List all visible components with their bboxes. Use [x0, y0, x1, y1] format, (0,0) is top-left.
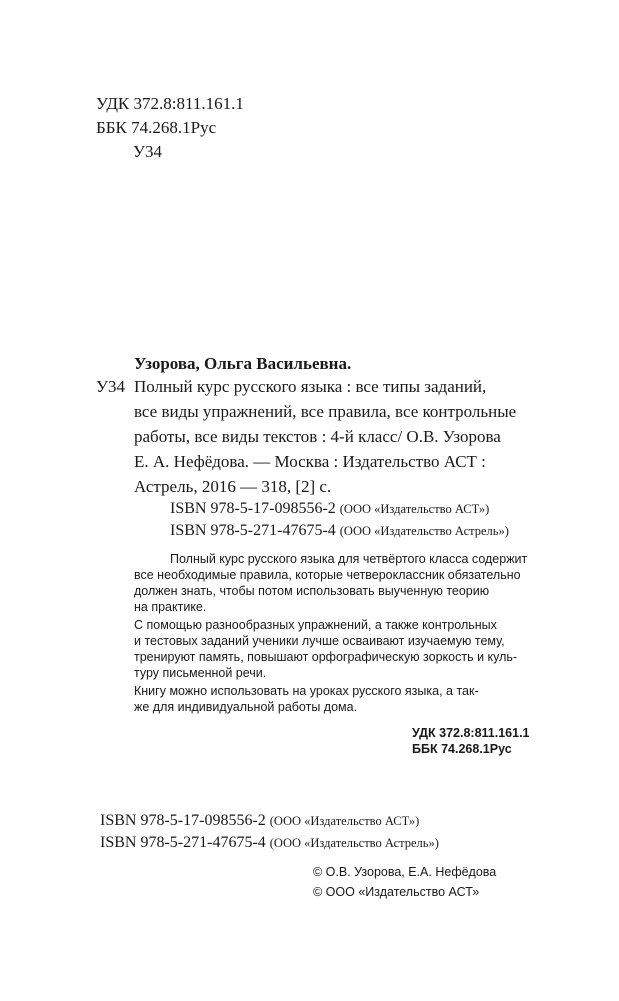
- isbn-publisher: (ООО «Издательство Астрель»): [339, 524, 509, 538]
- annotation-line-9: Книгу можно использовать на уроках русского языка, а так-: [134, 684, 479, 698]
- annotation-line-10: же для индивидуальной работы дома.: [134, 700, 358, 714]
- author-name: Узорова, Ольга Васильевна.: [134, 354, 352, 373]
- annotation-line-7: тренируют память, повышают орфографическую зоркость и куль-: [134, 650, 518, 664]
- annotation-line-4: на практике.: [134, 600, 207, 614]
- annotation-line-6: и тестовых заданий ученики лучше осваивают изучаемую тему,: [134, 634, 505, 648]
- record-line-5: Астрель, 2016 — 318, [2] с.: [134, 477, 332, 496]
- isbn-publisher: (ООО «Издательство Астрель»): [269, 836, 439, 850]
- record-isbn-2: [170, 522, 509, 540]
- copyright-authors: © О.В. Узорова, Е.А. Нефёдова: [313, 865, 497, 879]
- record-isbn-1: [170, 500, 489, 518]
- annotation-line-1: Полный курс русского языка для четвёртого класса содержит: [170, 552, 528, 566]
- bbk-code: ББК 74.268.1Рус: [412, 742, 512, 756]
- record-line-1: Полный курс русского языка : все типы заданий,: [134, 377, 487, 396]
- isbn-publisher: (ООО «Издательство АСТ»): [339, 502, 490, 516]
- isbn-number: ISBN 978-5-271-47675-4: [170, 522, 336, 539]
- author-code: У34: [96, 377, 126, 396]
- footer-isbn-2: [100, 834, 439, 852]
- udk-code: УДК 372.8:811.161.1: [412, 726, 530, 740]
- record-line-3: работы, все виды текстов : 4-й класс/ О.В. Узорова: [134, 427, 501, 446]
- annotation-line-5: С помощью разнообразных упражнений, а также контрольных: [134, 618, 497, 632]
- isbn-number: ISBN 978-5-17-098556-2: [100, 812, 266, 829]
- bbk-header: ББК 74.268.1Рус: [96, 118, 217, 137]
- author-code-header: У34: [133, 142, 163, 161]
- annotation-line-3: должен знать, чтобы потом использовать выученную теорию: [134, 584, 490, 598]
- udk-header: УДК 372.8:811.161.1: [96, 94, 244, 113]
- footer-isbn-1: [100, 812, 419, 830]
- annotation-line-8: туру письменной речи.: [134, 666, 267, 680]
- isbn-number: ISBN 978-5-271-47675-4: [100, 834, 266, 851]
- record-line-4: Е. А. Нефёдова. — Москва : Издательство АСТ :: [134, 452, 486, 471]
- isbn-publisher: (ООО «Издательство АСТ»): [269, 814, 420, 828]
- copyright-publisher: © ООО «Издательство АСТ»: [313, 885, 480, 899]
- isbn-number: ISBN 978-5-17-098556-2: [170, 500, 336, 517]
- record-line-2: все виды упражнений, все правила, все контрольные: [134, 402, 517, 421]
- annotation-line-2: все необходимые правила, которые четвероклассник обязательно: [134, 568, 521, 582]
